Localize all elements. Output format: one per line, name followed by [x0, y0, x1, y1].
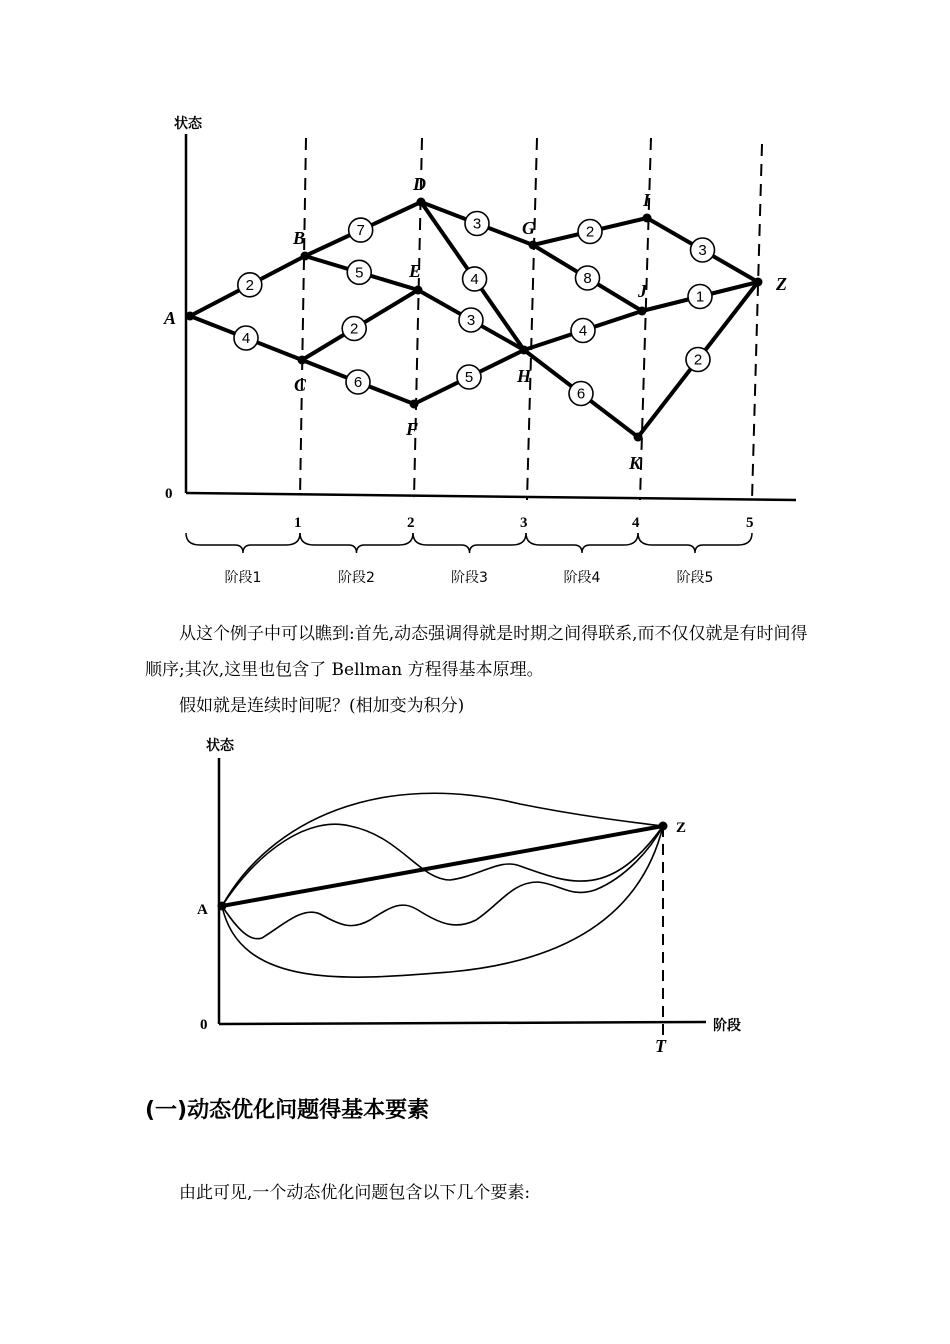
path-lower-arc — [222, 826, 663, 977]
node-K — [634, 433, 643, 442]
stage-boundary-1 — [300, 138, 306, 498]
weight-label-I-Z: 3 — [698, 242, 707, 259]
paragraph-bellman: 从这个例子中可以瞧到:首先,动态强调得就是时期之间得联系,而不仅仅就是有时间得顺序;其次,这里也包含了 Bellman 方程得基本原理。 — [145, 624, 808, 680]
node-A — [186, 312, 195, 321]
end-label: Z — [676, 820, 687, 836]
node-Z — [754, 278, 763, 287]
continuous-paths-figure — [0, 730, 950, 1070]
weight-label-C-F: 6 — [353, 374, 363, 391]
weight-label-B-D: 7 — [356, 222, 365, 240]
paragraph-elements: 由此可见,一个动态优化问题包含以下几个要素: — [179, 1183, 531, 1203]
x-axis-label: 阶段 — [713, 1018, 741, 1034]
node-label-D: D — [413, 174, 426, 194]
node-D — [417, 198, 426, 207]
node-label-A: A — [164, 308, 177, 328]
stage-label-1: 阶段1 — [224, 570, 262, 586]
node-label-H: H — [517, 366, 532, 386]
weight-label-A-C: 4 — [241, 330, 251, 347]
stage-tick-2: 2 — [407, 515, 415, 531]
node-label-Z: Z — [776, 274, 787, 294]
node-J — [638, 307, 647, 316]
weight-label-F-H: 5 — [464, 369, 474, 386]
weight-label-J-Z: 1 — [695, 288, 705, 306]
node-C — [298, 356, 307, 365]
node-I — [643, 214, 652, 223]
weight-label-E-H: 3 — [466, 312, 476, 329]
node-label-J: J — [638, 281, 647, 301]
stage-brace-2 — [300, 533, 413, 553]
start-node — [218, 902, 227, 911]
terminal-label: T — [655, 1036, 666, 1056]
path-wavy — [222, 826, 663, 939]
x-axis — [186, 493, 796, 500]
weight-label-D-G: 3 — [472, 215, 482, 233]
stage-brace-5 — [638, 533, 752, 553]
weight-label-G-J: 8 — [583, 270, 592, 287]
weight-label-C-E: 2 — [350, 320, 359, 338]
y-axis-label: 状态 — [206, 738, 234, 754]
weight-label-H-J: 4 — [578, 322, 588, 340]
end-node — [659, 822, 668, 831]
origin-label: 0 — [165, 486, 173, 502]
stage-tick-4: 4 — [632, 515, 640, 531]
start-label: A — [197, 902, 208, 918]
origin-label: 0 — [200, 1017, 208, 1033]
section-heading: (一)动态优化问题得基本要素 — [145, 1098, 430, 1123]
stage-tick-5: 5 — [746, 515, 754, 531]
stage-brace-3 — [413, 533, 526, 553]
weight-label-K-Z: 2 — [693, 351, 703, 369]
node-H — [520, 346, 529, 355]
stage-label-2: 阶段2 — [338, 570, 375, 586]
stage-boundary-5 — [752, 144, 762, 500]
stage-tick-1: 1 — [294, 515, 302, 531]
y-axis-label: 状态 — [174, 116, 202, 132]
weight-label-B-E: 5 — [355, 264, 364, 282]
stage-label-4: 阶段4 — [563, 570, 601, 586]
node-F — [410, 400, 419, 409]
weight-label-A-B: 2 — [245, 276, 254, 294]
stage-tick-3: 3 — [520, 515, 528, 531]
weight-label-H-K: 6 — [576, 385, 586, 403]
node-label-I: I — [643, 190, 651, 210]
node-label-B: B — [293, 228, 306, 248]
stage-boundary-3 — [527, 138, 537, 500]
x-axis — [219, 1022, 706, 1024]
paragraph-continuous: 假如就是连续时间呢？(相加变为积分) — [179, 696, 465, 716]
stage-braces — [186, 533, 752, 586]
node-label-K: K — [629, 453, 642, 473]
node-label-E: E — [409, 261, 422, 281]
node-label-C: C — [294, 375, 307, 395]
weight-label-G-I: 2 — [585, 223, 595, 241]
node-label-G: G — [522, 218, 535, 238]
node-G — [529, 241, 538, 250]
node-B — [301, 252, 310, 261]
stage-brace-1 — [186, 533, 300, 553]
node-E — [414, 286, 423, 295]
stage-network-figure — [0, 0, 950, 600]
node-label-F: F — [406, 419, 419, 439]
stage-label-5: 阶段5 — [676, 570, 714, 586]
stage-ticks — [294, 515, 754, 531]
weight-label-D-H: 4 — [470, 270, 479, 288]
stage-brace-4 — [526, 533, 638, 553]
stage-label-3: 阶段3 — [451, 570, 488, 586]
